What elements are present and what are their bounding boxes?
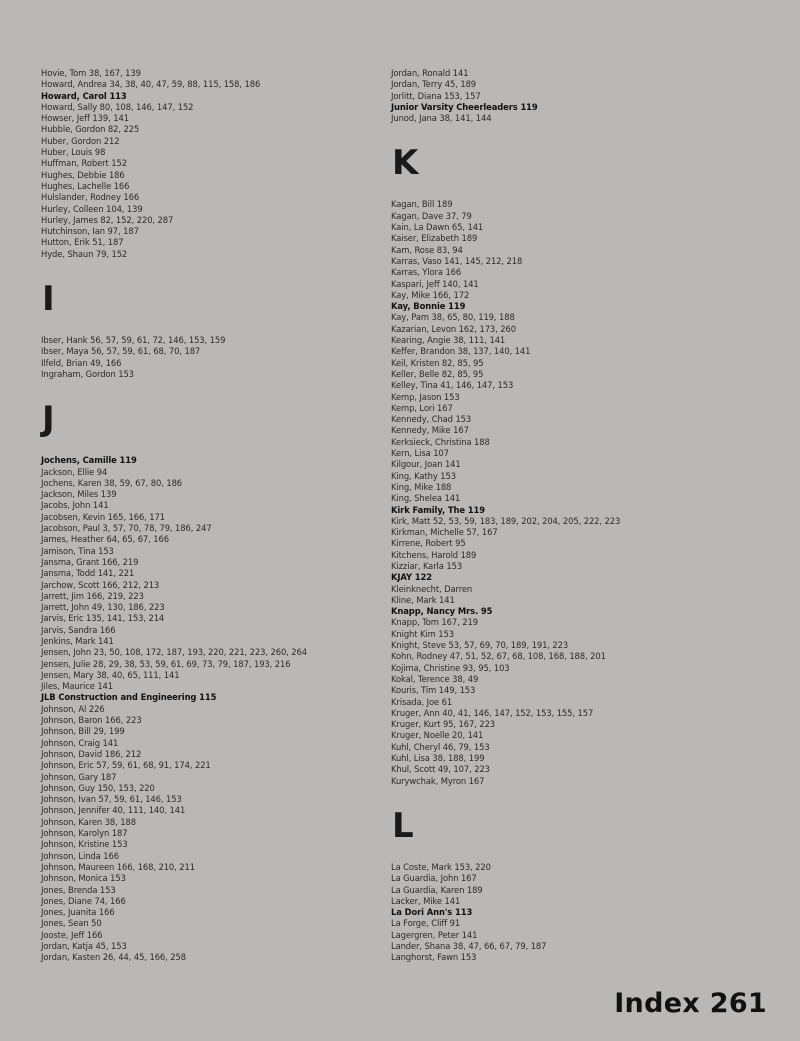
index-entry: Keil, Kristen 82, 85, 95 <box>391 357 484 368</box>
index-entry: Ibser, Maya 56, 57, 59, 61, 68, 70, 187 <box>41 346 201 357</box>
index-entry-highlight: Jochens, Camille 119 <box>41 455 137 466</box>
section-spacer <box>41 436 386 455</box>
index-entry: Kruger, Noelle 20, 141 <box>391 730 484 741</box>
index-entry: Johnson, Kristine 153 <box>41 839 128 850</box>
index-entry: Hutchinson, Ian 97, 187 <box>41 226 139 237</box>
index-entry: Jansma, Grant 166, 219 <box>41 556 139 567</box>
index-entry: Kuhl, Lisa 38, 188, 199 <box>391 753 485 764</box>
section-letter-j: J <box>42 399 55 440</box>
index-entry: Huffman, Robert 152 <box>41 158 127 169</box>
index-entry: Lander, Shana 38, 47, 66, 67, 79, 187 <box>391 941 547 951</box>
index-entry-highlight: Kirk Family, The 119 <box>391 504 485 515</box>
index-entry: Kaspari, Jeff 140, 141 <box>391 278 479 289</box>
index-entry: Jackson, Ellie 94 <box>41 466 108 477</box>
index-entry: Kearing, Angie 38, 111, 141 <box>391 335 506 346</box>
index-entry-highlight: Knapp, Nancy Mrs. 95 <box>391 606 493 617</box>
index-entry: La Coste, Mark 153, 220 <box>391 861 491 872</box>
page-number: 261 <box>709 988 767 1019</box>
index-entry: La Forge, Cliff 91 <box>391 918 461 929</box>
index-entry: Huber, Gordon 212 <box>41 135 120 146</box>
index-entry: Knight, Steve 53, 57, 69, 70, 189, 191, 223 <box>391 640 569 651</box>
index-entry: Kagan, Dave 37, 79 <box>391 210 472 221</box>
index-entry: Jensen, Mary 38, 40, 65, 111, 141 <box>41 669 180 680</box>
index-entry: Johnson, Maureen 166, 168, 210, 211 <box>41 861 195 872</box>
index-entry: Kazarian, Levon 162, 173, 260 <box>391 323 516 334</box>
index-entry: Hughes, Debbie 186 <box>41 169 125 180</box>
index-entry: Kay, Pam 38, 65, 80, 119, 188 <box>391 312 515 323</box>
index-entry: Jamison, Tina 153 <box>41 545 114 556</box>
index-entry: Kelley, Tina 41, 146, 147, 153 <box>391 380 514 391</box>
index-entry: Johnson, David 186, 212 <box>41 748 142 759</box>
section-letter-k: K <box>392 143 419 184</box>
index-entry: Kirkman, Michelle 57, 167 <box>391 527 498 538</box>
index-entry-highlight: Howard, Carol 113 <box>41 90 127 101</box>
index-entry: Karras, Vaso 141, 145, 212, 218 <box>391 255 523 266</box>
index-entry: Jarrett, John 49, 130, 186, 223 <box>41 602 165 613</box>
index-entry: Jenkins, Mark 141 <box>41 635 114 646</box>
index-entry: Langhorst, Fawn 153 <box>391 952 477 963</box>
index-entry: Kizziar, Karla 153 <box>391 560 463 571</box>
index-entry-highlight: La Dori Ann's 113 <box>391 907 473 918</box>
index-entry: Johnson, Jennifer 40, 111, 140, 141 <box>41 805 186 816</box>
index-entry: Keller, Belle 82, 85, 95 <box>391 368 484 379</box>
index-entry: Lacker, Mike 141 <box>391 895 461 906</box>
section-letter-i: I <box>42 279 55 320</box>
index-entry: Jarvis, Eric 135, 141, 153, 214 <box>41 613 165 624</box>
index-entry: Jarchow, Scott 166, 212, 213 <box>41 579 160 590</box>
index-column-right <box>391 68 791 964</box>
section-spacer <box>41 316 386 335</box>
index-entry: Jochens, Karen 38, 59, 67, 80, 186 <box>41 477 183 488</box>
index-entry: Jordan, Terry 45, 189 <box>391 79 477 90</box>
index-entry: Jansma, Todd 141, 221 <box>41 568 135 579</box>
index-entry: Johnson, Karen 38, 188 <box>41 816 136 827</box>
index-entry: Knapp, Tom 167, 219 <box>391 617 478 628</box>
section-spacer <box>391 124 791 146</box>
index-entry: Howser, Jeff 139, 141 <box>41 113 129 124</box>
index-entry: Kouris, Tim 149, 153 <box>391 685 476 696</box>
index-entry-highlight: KJAY 122 <box>391 572 432 583</box>
index-entry-highlight: JLB Construction and Engineering 115 <box>41 692 217 703</box>
index-entry: Kemp, Jason 153 <box>391 391 460 402</box>
index-entry: La Guardia, Karen 189 <box>391 884 483 895</box>
index-entry: Krisada, Joe 61 <box>391 696 453 707</box>
index-entry: Ilfeld, Brian 49, 166 <box>41 357 122 368</box>
section-spacer <box>41 260 386 282</box>
index-entry: Johnson, Baron 166, 223 <box>41 715 142 726</box>
index-entry: Kleinknecht, Darren <box>391 583 473 594</box>
index-entry: Lagergren, Peter 141 <box>391 929 478 940</box>
index-entry: Kennedy, Chad 153 <box>391 414 472 425</box>
index-entry: Johnson, Ivan 57, 59, 61, 146, 153 <box>41 794 182 805</box>
footer-label: Index <box>614 988 701 1019</box>
index-entry: Johnson, Gary 187 <box>41 771 117 782</box>
index-entry: Jordan, Kasten 26, 44, 45, 166, 258 <box>41 952 186 963</box>
index-entry: Kern, Lisa 107 <box>391 448 449 459</box>
index-entry: Keffer, Brandon 38, 137, 140, 141 <box>391 346 531 357</box>
index-entry: Jorlitt, Diana 153, 157 <box>391 90 481 101</box>
index-entry: Hutton, Erik 51, 187 <box>41 237 124 248</box>
index-entry: Kagan, Bill 189 <box>391 199 453 210</box>
index-entry: King, Shelea 141 <box>391 493 461 504</box>
index-entry: Kruger, Ann 40, 41, 146, 147, 152, 153, 155, 157 <box>391 707 594 718</box>
index-entry: Jones, Juanita 166 <box>41 907 115 918</box>
index-entry: Kerksieck, Christina 188 <box>391 436 490 447</box>
index-entry: Jensen, Julie 28, 29, 38, 53, 59, 61, 69, 73, 79, 187, 193, 216 <box>41 658 291 669</box>
index-entry: Johnson, Linda 166 <box>41 850 119 861</box>
index-entry: Johnson, Monica 153 <box>41 873 126 884</box>
index-entry: Jacobsen, Kevin 165, 166, 171 <box>41 511 165 522</box>
index-entry: Hughes, Lachelle 166 <box>41 180 130 191</box>
index-entry: King, Kathy 153 <box>391 470 456 481</box>
page-footer <box>614 988 767 1019</box>
index-entry: Johnson, Guy 150, 153, 220 <box>41 782 155 793</box>
index-entry: Jarvis, Sandra 166 <box>41 624 116 635</box>
index-entry: Jooste, Jeff 166 <box>41 929 103 940</box>
index-entry: Jones, Diane 74, 166 <box>41 895 126 906</box>
section-letter-l: L <box>392 805 414 846</box>
index-entry: Kirk, Matt 52, 53, 59, 183, 189, 202, 204, 205, 222, 223 <box>391 515 621 526</box>
index-entry: Johnson, Bill 29, 199 <box>41 726 125 737</box>
index-entry: Kojima, Christine 93, 95, 103 <box>391 662 510 673</box>
index-entry: King, Mike 188 <box>391 481 452 492</box>
index-entry: Junod, Jana 38, 141, 144 <box>391 113 492 124</box>
index-entry: Kilgour, Joan 141 <box>391 459 461 470</box>
index-entry: Hurley, James 82, 152, 220, 287 <box>41 214 174 225</box>
index-entry: Jacobson, Paul 3, 57, 70, 78, 79, 186, 247 <box>41 523 212 534</box>
index-entry-highlight: Kay, Bonnie 119 <box>391 301 466 312</box>
index-entry: Kirrene, Robert 95 <box>391 538 466 549</box>
index-entry: Hubble, Gordon 82, 225 <box>41 124 140 135</box>
index-entry: Hovie, Tom 38, 167, 139 <box>41 68 141 78</box>
index-entry: Hulslander, Rodney 166 <box>41 192 140 203</box>
index-entry: Johnson, Karolyn 187 <box>41 828 128 839</box>
index-entry: Kay, Mike 166, 172 <box>391 289 470 300</box>
index-entry: Kaiser, Elizabeth 189 <box>391 233 478 244</box>
index-entry: Ingraham, Gordon 153 <box>41 368 134 379</box>
index-column-left <box>41 68 386 964</box>
index-entry: Kemp, Lori 167 <box>391 402 453 413</box>
index-entry: Johnson, Craig 141 <box>41 737 119 748</box>
section-spacer <box>391 787 791 809</box>
index-entry: Kline, Mark 141 <box>391 594 455 605</box>
index-entry-highlight: Junior Varsity Cheerleaders 119 <box>391 101 538 112</box>
index-entry: Howard, Andrea 34, 38, 40, 47, 59, 88, 115, 158, 186 <box>41 79 261 90</box>
index-entry: Hurley, Colleen 104, 139 <box>41 203 143 214</box>
index-entry: Hyde, Shaun 79, 152 <box>41 248 128 259</box>
index-entry: Kohn, Rodney 47, 51, 52, 67, 68, 108, 168, 188, 201 <box>391 651 606 662</box>
index-entry: James, Heather 64, 65, 67, 166 <box>41 534 169 545</box>
index-entry: Kam, Rose 83, 94 <box>391 244 463 255</box>
index-entry: Knight Kim 153 <box>391 628 454 639</box>
index-entry: Kennedy, Mike 167 <box>391 425 469 436</box>
index-entry: Jones, Sean 50 <box>41 918 102 929</box>
index-entry: Kain, La Dawn 65, 141 <box>391 222 484 233</box>
index-entry: Jackson, Miles 139 <box>41 489 117 500</box>
index-entry: Huber, Louis 98 <box>41 147 106 158</box>
index-entry: La Guardia, John 167 <box>391 873 477 884</box>
index-entry: Ibser, Hank 56, 57, 59, 61, 72, 146, 153, 159 <box>41 335 226 346</box>
section-spacer <box>391 180 791 199</box>
index-entry: Johnson, Al 226 <box>41 703 105 714</box>
index-entry: Howard, Sally 80, 108, 146, 147, 152 <box>41 101 194 112</box>
section-spacer <box>41 380 386 402</box>
index-entry: Kurywchak, Myron 167 <box>391 775 485 786</box>
index-entry: Karras, Ylora 166 <box>391 267 462 278</box>
index-entry: Khul, Scott 49, 107, 223 <box>391 764 490 775</box>
index-entry: Jarrett, Jim 166, 219, 223 <box>41 590 144 601</box>
index-entry: Kuhl, Cheryl 46, 79, 153 <box>391 741 490 752</box>
index-entry: Kruger, Kurt 95, 167, 223 <box>391 719 496 730</box>
index-entry: Johnson, Eric 57, 59, 61, 68, 91, 174, 221 <box>41 760 211 771</box>
index-entry: Jordan, Ronald 141 <box>391 68 469 78</box>
index-entry: Kokal, Terence 38, 49 <box>391 673 479 684</box>
index-entry: Jones, Brenda 153 <box>41 884 116 895</box>
index-entry: Jiles, Maurice 141 <box>41 681 114 692</box>
index-entry: Jacobs, John 141 <box>41 500 109 511</box>
index-entry: Jordan, Katja 45, 153 <box>41 941 127 951</box>
index-entry: Jensen, John 23, 50, 108, 172, 187, 193, 220, 221, 223, 260, 264 <box>41 647 307 658</box>
index-entry: Kitchens, Harold 189 <box>391 549 477 560</box>
section-spacer <box>391 843 791 862</box>
